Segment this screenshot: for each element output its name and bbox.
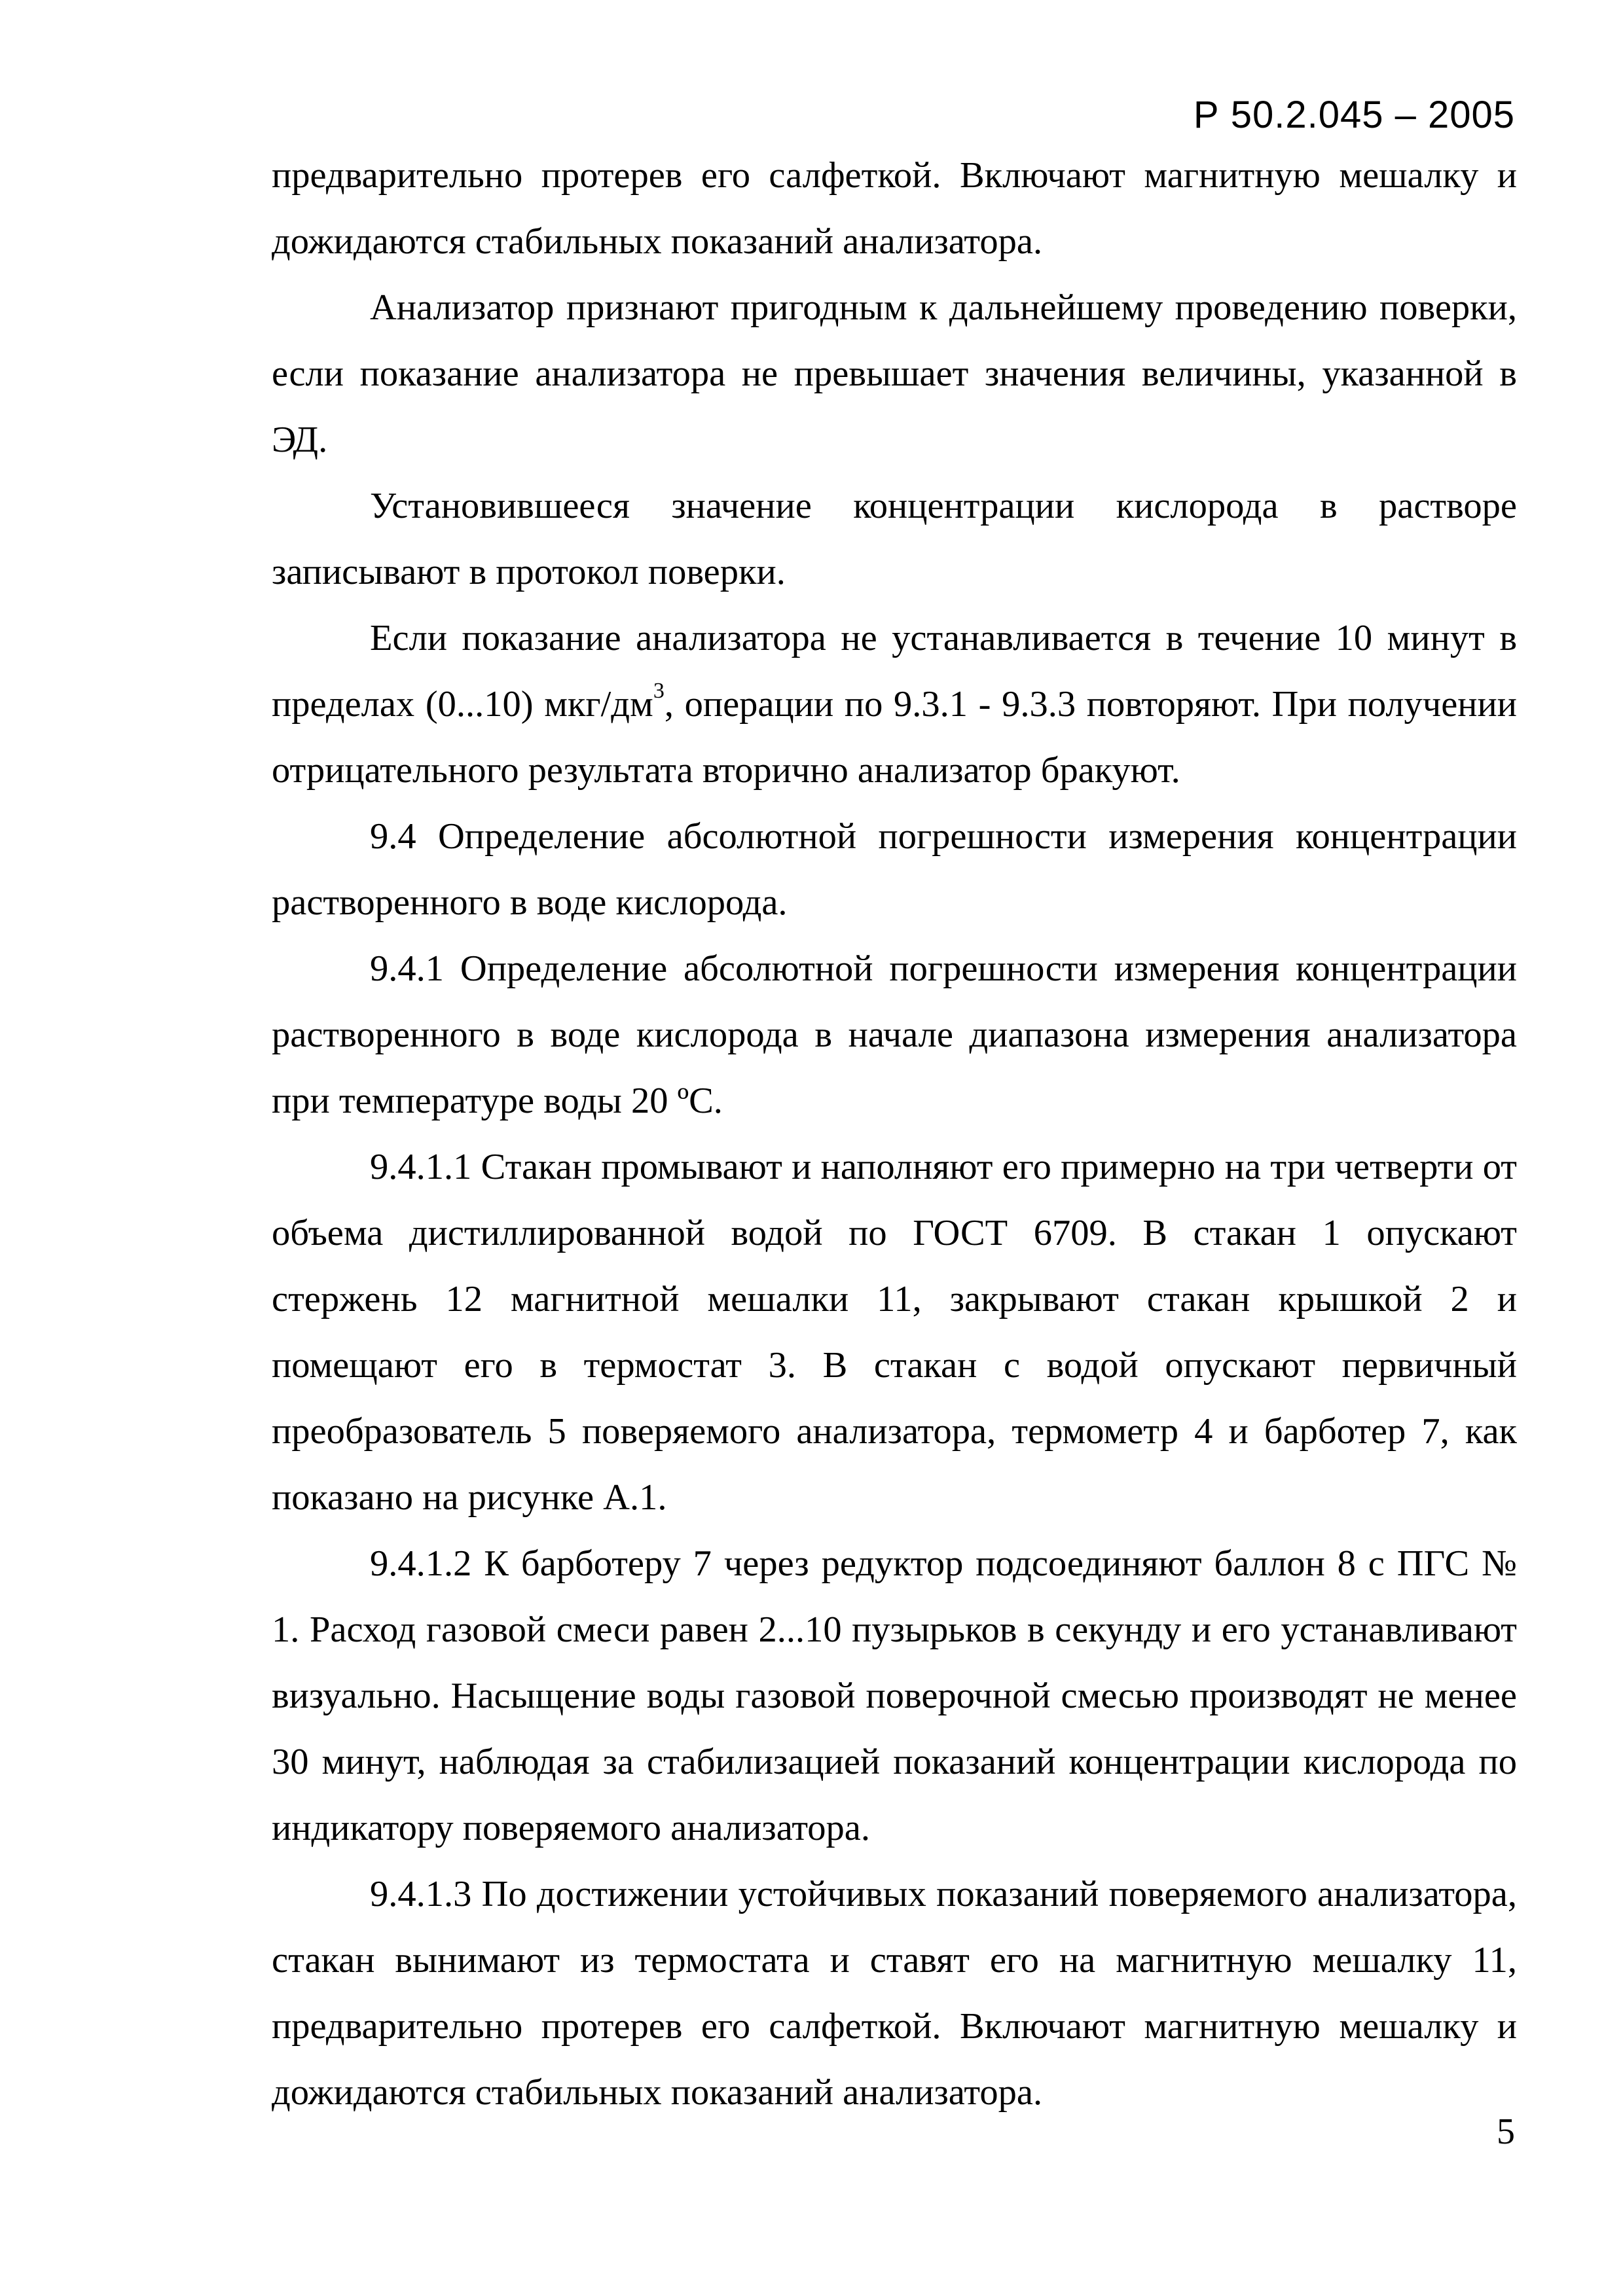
paragraph-suitability: Анализатор признают пригодным к дальнейшему проведению поверки, если показание анализатора не превышает значения величины, указанной в ЭД.	[272, 287, 1517, 460]
paragraph-repeat-text-b: , операции по 9.3.1 - 9.3.3 повторяют. При получении отрицательного результата вторично анализатор бракуют.	[272, 684, 1517, 791]
paragraph-9-4-1-1: 9.4.1.1 Стакан промывают и наполняют его примерно на три четверти от объема дистиллированной водой по ГОСТ 6709. В стакан 1 опускают стержень 12 магнитной мешалки 11, закрывают стакан крышкой 2 и помещают его в термостат 3. В стакан с водой опускают первичный преобразователь 5 поверяемого анализатора, термометр 4 и барботер 7, как показано на рисунке А.1.	[272, 1147, 1517, 1518]
paragraph-9-4-1-2: 9.4.1.2 К барботеру 7 через редуктор подсоединяют баллон 8 с ПГС № 1. Расход газовой смеси равен 2...10 пузырьков в секунду и его устанавливают визуально. Насыщение воды газовой поверочной смесью производят не менее 30 минут, наблюдая за стабилизацией показаний концентрации кислорода по индикатору поверяемого анализатора.	[272, 1543, 1517, 1848]
superscript-three: 3	[653, 679, 665, 703]
section-9-4-heading: 9.4 Определение абсолютной погрешности измерения концентрации растворенного в воде кислорода.	[272, 816, 1517, 923]
page-number: 5	[1497, 2111, 1515, 2152]
paragraph-repeat-text-a: Если показание анализатора не устанавливается в течение 10 минут в пределах (0...10) мкг/дм	[272, 618, 1517, 725]
paragraph-continuation: предварительно протерев его салфеткой. Включают магнитную мешалку и дожидаются стабильных показаний анализатора.	[272, 155, 1517, 262]
paragraph-9-4-1-3: 9.4.1.3 По достижении устойчивых показаний поверяемого анализатора, стакан вынимают из термостата и ставят его на магнитную мешалку 11, предварительно протерев его салфеткой. Включают магнитную мешалку и дожидаются стабильных показаний анализатора.	[272, 1874, 1517, 2113]
paragraph-record: Установившееся значение концентрации кислорода в растворе записывают в протокол поверки.	[272, 486, 1517, 592]
section-9-4-1-heading: 9.4.1 Определение абсолютной погрешности измерения концентрации растворенного в воде кислорода в начале диапазона измерения анализатора при температуре воды 20 ºС.	[272, 948, 1517, 1121]
paragraph-repeat	[272, 605, 1517, 804]
body-text	[272, 143, 1517, 2126]
document-number: Р 50.2.045 – 2005	[1193, 94, 1515, 136]
